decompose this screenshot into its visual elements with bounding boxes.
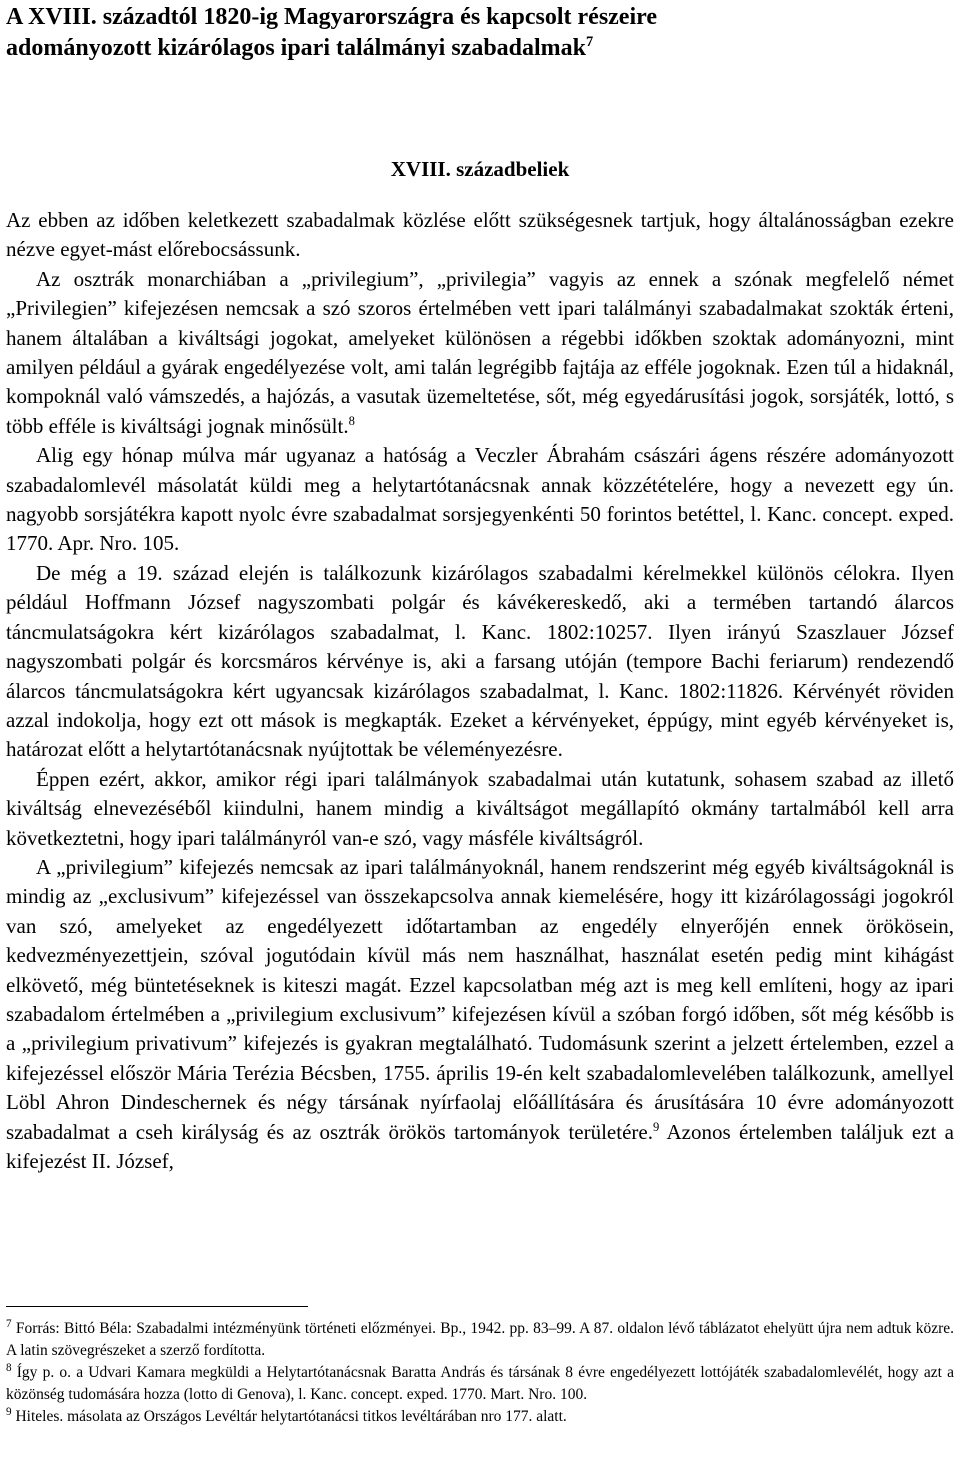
footnote-number: 8 xyxy=(6,1361,12,1374)
footnote-text: Hiteles. másolata az Országos Levéltár helytartótanácsi titkos levéltárában nro 177. alatt. xyxy=(11,1408,567,1425)
body-text xyxy=(6,206,954,1176)
title-line-1: A XVIII. századtól 1820-ig Magyarországra és kapcsolt részeire xyxy=(6,4,657,30)
footnote-8 xyxy=(6,1362,954,1406)
paragraph-6 xyxy=(6,853,954,1176)
paragraph-6-text: A „privilegium” kifejezés nemcsak az ipari találmányoknál, hanem rendszerint még egyéb kiváltságoknál is mindig az „exclusivum” kifejezéssel van összekapcsolva annak kiemelésére, hogy itt kizárólagossági jogokról van szó, amelyeket az engedélyezett időtartamban az engedély elnyerőjén ennek örökösein, kedvezményezettjein, szóval jogutódain kívül más nem használhat, használat esetén pedig mint kihágást elkövető, még büntetéseknek is kiteszi magát. Ezzel kapcsolatban még azt is meg kell említeni, hogy az ipari szabadalom értelmében a „privilegium exclusivum” kifejezésen kívül a szóban forgó időben, sőt még később is a „privilegium privativum” kifejezés is gyakran megtalálható. Tudomásunk szerint a jelzett értelemben, ezzel a kifejezéssel először Mária Terézia Bécsben, 1755. április 19-én kelt szabadalomlevelében találkozunk, amellyel Löbl Ahron Dindeschernek és négy társának nyírfaolaj előállítására és árusítására 10 évre adományozott szabadalmat a cseh királyság és az osztrák örökös tartományok területére. xyxy=(6,854,954,1144)
footnote-ref-9[interactable]: 9 xyxy=(652,1119,660,1134)
footnote-9 xyxy=(6,1406,954,1428)
footnote-number: 7 xyxy=(6,1317,12,1330)
footnote-number: 9 xyxy=(6,1405,12,1418)
paragraph-4: De még a 19. század elején is találkozunk kizárólagos szabadalmi kérelmekkel különös célokra. Ilyen például Hoffmann József nagyszombati polgár és kávékereskedő, aki a termében tartandó álarcos táncmulatságokra kért kizárólagos szabadalmat, l. Kanc. 1802:10257. Ilyen irányú Szaszlauer József nagyszombati polgár és korcsmáros kérvénye is, aki a farsang utóján (tempore Bachi feriarum) rendezendő álarcos táncmulatságokra kért ugyancsak kizárólagos szabadalmat, l. Kanc. 1802:11826. Kérvényét röviden azzal indokolja, hogy ezt ott mások is megkapták. Ezeket a kérvényeket, éppúgy, mint egyéb kérvényeket is, határozat előtt a helytartótanácsnak nyújtottak be véleményezésre. xyxy=(6,560,954,762)
paragraph-5: Éppen ezért, akkor, amikor régi ipari találmányok szabadalmai után kutatunk, sohasem szabad az illető kiváltság elnevezéséből kiindulni, hanem mindig a kiváltságot megállapító okmány tartalmából kell arra következtetni, hogy ipari találmányról van-e szó, vagy másféle kiváltságról. xyxy=(6,766,954,850)
title-line-2-text: adományozott kizárólagos ipari találmányi szabadalmak xyxy=(6,35,587,61)
title-footnote-ref[interactable]: 7 xyxy=(586,34,594,50)
paragraph-6-tail: Azonos értelemben találjuk ezt a kifejezést II. József, xyxy=(6,1119,954,1173)
document-page xyxy=(6,0,954,1425)
document-title xyxy=(6,0,954,64)
footnote-ref-8[interactable]: 8 xyxy=(348,413,355,428)
footnote-divider xyxy=(6,1306,308,1307)
paragraph-3: Alig egy hónap múlva már ugyanaz a hatóság a Veczler Ábrahám császári ágens részére adományozott szabadalomlevél másolatát küldi meg a helytartótanácsnak annak közzétételére, hogy a nevezett egy ún. nagyobb sorsjátékra kapott nyolc évre szabadalmat sorsjegyenkénti 50 forintos betéttel, l. Kanc. concept. exped. 1770. Apr. Nro. 105. xyxy=(6,443,954,556)
footnote-text: Így p. o. a Udvari Kamara megküldi a Helytartótanácsnak Baratta András és társának 8 évre engedélyezett lottójáték szabadalomlevélét, hogy azt a közönség tudomására hozza (lotto di Genova), l. Kanc. concept. exped. 1770. Mart. Nro. 100. xyxy=(6,1364,954,1403)
title-line-2 xyxy=(6,33,954,64)
footnote-7 xyxy=(6,1318,954,1362)
paragraph-2 xyxy=(6,265,954,441)
paragraph-1: Az ebben az időben keletkezett szabadalmak közlése előtt szükségesnek tartjuk, hogy általánosságban ezekre nézve egyet-mást előrebocsássunk. xyxy=(6,208,954,262)
section-heading: XVIII. századbeliek xyxy=(390,157,570,181)
paragraph-2-text: Az osztrák monarchiában a „privilegium”, „privilegia” vagyis az ennek a szónak megfelelő német „Privilegien” kifejezésen nemcsak a szó szoros értelmében vett ipari találmányi szabadalmakat szokták érteni, hanem általában a kiváltsági jogokat, amelyeket különösen a régebbi időkben szoktak adományozni, mint amilyen például a gyárak engedélyezése volt, ami talán legrégibb fajtája az efféle jogoknak. Ezen túl a hidaknál, kompoknál való vámszedés, a hajózás, a vasutak üzemeltetése, sőt, még egyedárusítási jogok, sorsjáték, lottó, s több efféle is kiváltsági jognak minősült. xyxy=(6,266,954,438)
footnote-text: Forrás: Bittó Béla: Szabadalmi intézményünk történeti előzményei. Bp., 1942. pp. 83–99. A 87. oldalon lévő táblázatot ehelyütt újra nem adtuk közre. A latin szövegrészeket a szerző fordította. xyxy=(6,1320,954,1359)
footnotes xyxy=(6,1318,954,1428)
